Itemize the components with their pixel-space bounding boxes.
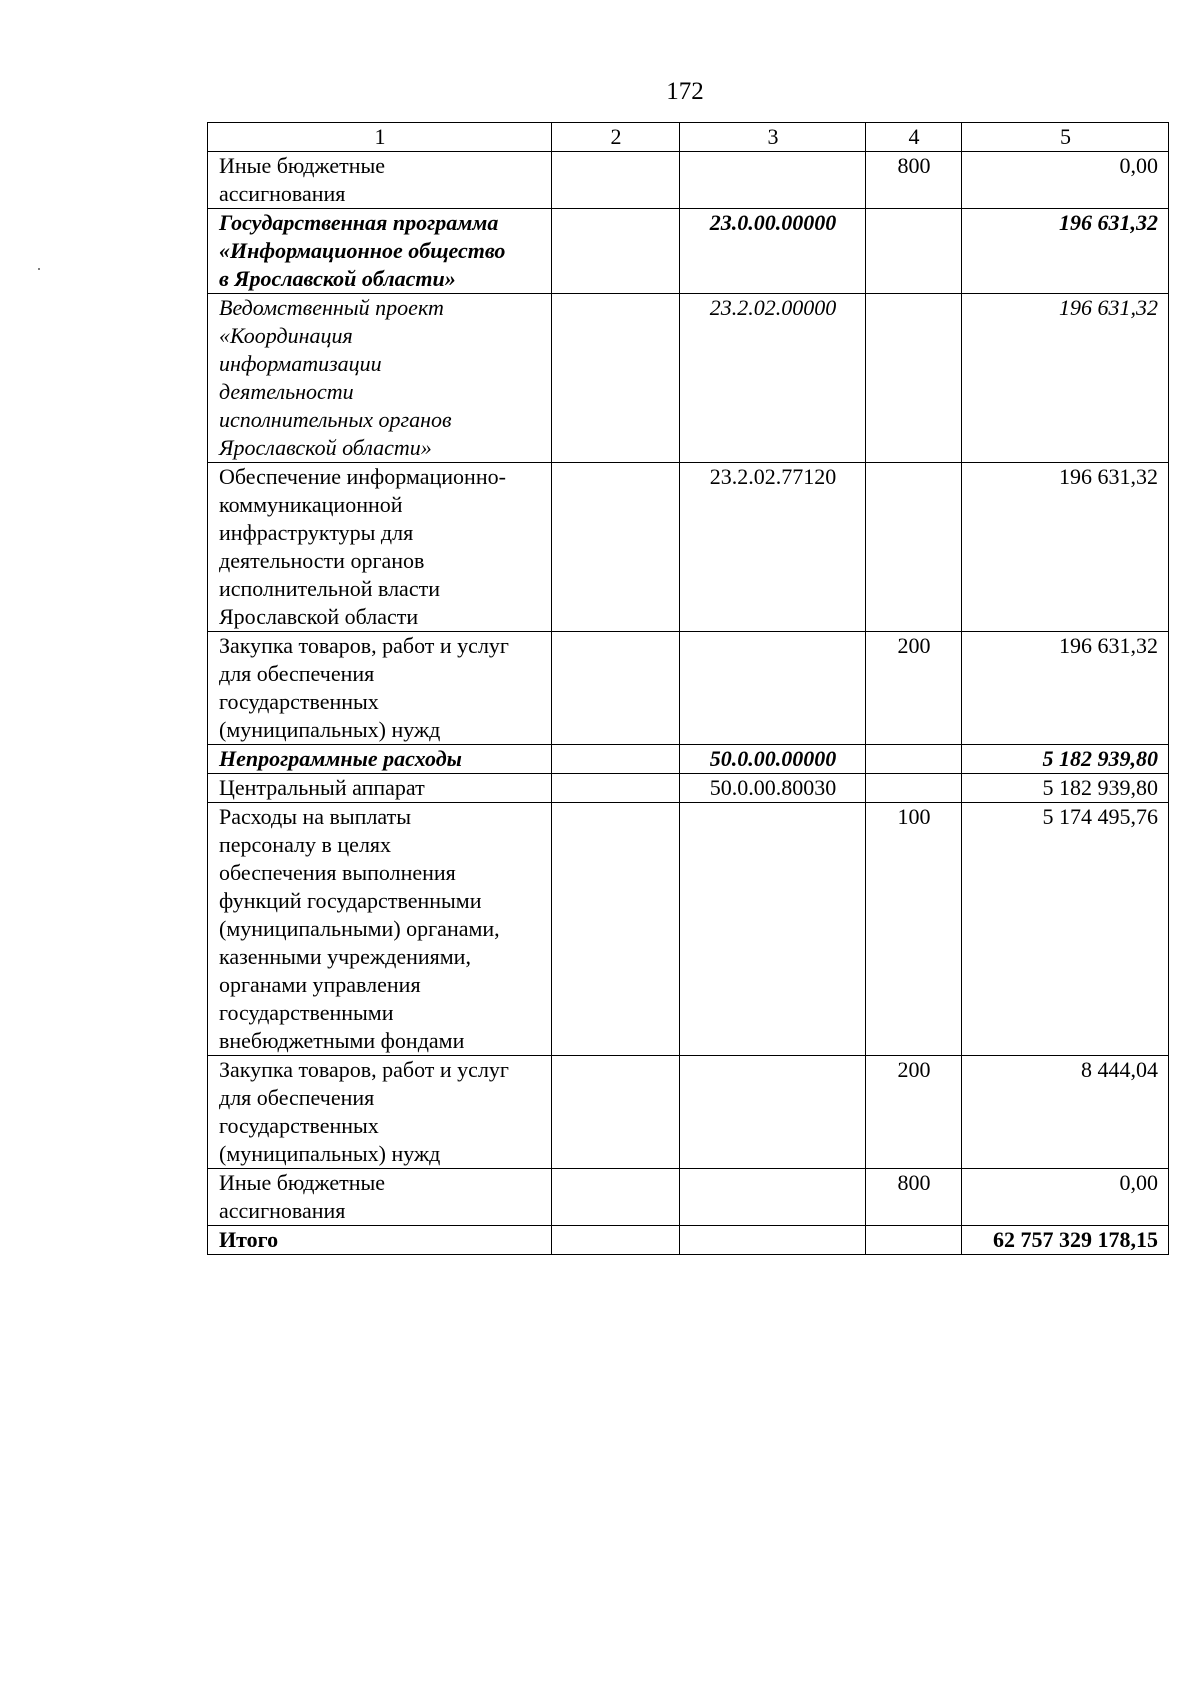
row-name-cell: Обеспечение информационно- коммуникационной инфраструктуры для деятельности органов исполнительной власти Ярославской области [208,463,552,632]
table-row [208,209,1169,294]
row-amount-cell: 5 182 939,80 [962,745,1169,774]
column-header: 4 [866,123,962,152]
row-code-cell: 23.2.02.00000 [680,294,866,463]
row-type-cell: 200 [866,632,962,745]
column-header: 3 [680,123,866,152]
row-column2-cell [552,1056,680,1169]
row-amount-cell: 62 757 329 178,15 [962,1226,1169,1255]
row-type-cell [866,209,962,294]
column-header: 5 [962,123,1169,152]
row-amount-cell: 196 631,32 [962,632,1169,745]
row-type-cell [866,463,962,632]
column-header: 1 [208,123,552,152]
row-type-cell: 800 [866,152,962,209]
row-column2-cell [552,209,680,294]
row-amount-cell: 5 174 495,76 [962,803,1169,1056]
row-name-cell: Центральный аппарат [208,774,552,803]
row-column2-cell [552,294,680,463]
row-code-cell [680,1169,866,1226]
row-column2-cell [552,1169,680,1226]
row-code-cell: 50.0.00.80030 [680,774,866,803]
table-row [208,294,1169,463]
row-name-cell: Иные бюджетные ассигнования [208,1169,552,1226]
row-name-cell: Закупка товаров, работ и услуг для обеспечения государственных (муниципальных) нужд [208,632,552,745]
table-row [208,1169,1169,1226]
row-type-cell [866,745,962,774]
row-name-cell: Иные бюджетные ассигнования [208,152,552,209]
scan-speck [38,268,40,270]
row-code-cell [680,632,866,745]
page-number: 172 [666,78,704,105]
row-amount-cell: 0,00 [962,1169,1169,1226]
column-header: 2 [552,123,680,152]
row-column2-cell [552,774,680,803]
row-column2-cell [552,745,680,774]
row-name-cell: Итого [208,1226,552,1255]
row-code-cell [680,1056,866,1169]
row-column2-cell [552,632,680,745]
table-row [208,1056,1169,1169]
row-name-cell: Расходы на выплаты персоналу в целях обеспечения выполнения функций государственными (муниципальными) органами, казенными учреждениями, органами управления государственными внебюджетными фондами [208,803,552,1056]
budget-table [207,122,1169,1255]
row-type-cell: 200 [866,1056,962,1169]
row-name-cell: Ведомственный проект «Координация информатизации деятельности исполнительных органов Ярославской области» [208,294,552,463]
row-code-cell: 50.0.00.00000 [680,745,866,774]
row-column2-cell [552,463,680,632]
row-amount-cell: 196 631,32 [962,463,1169,632]
row-name-cell: Непрограммные расходы [208,745,552,774]
row-amount-cell: 8 444,04 [962,1056,1169,1169]
row-type-cell: 100 [866,803,962,1056]
table-row [208,463,1169,632]
row-amount-cell: 5 182 939,80 [962,774,1169,803]
table-row [208,745,1169,774]
row-amount-cell: 0,00 [962,152,1169,209]
row-column2-cell [552,1226,680,1255]
row-amount-cell: 196 631,32 [962,209,1169,294]
row-type-cell [866,1226,962,1255]
row-type-cell: 800 [866,1169,962,1226]
row-code-cell: 23.2.02.77120 [680,463,866,632]
table-row [208,774,1169,803]
row-code-cell [680,152,866,209]
row-column2-cell [552,152,680,209]
row-code-cell: 23.0.00.00000 [680,209,866,294]
table-row [208,152,1169,209]
table-row [208,632,1169,745]
row-column2-cell [552,803,680,1056]
row-type-cell [866,294,962,463]
row-code-cell [680,803,866,1056]
row-name-cell: Закупка товаров, работ и услуг для обеспечения государственных (муниципальных) нужд [208,1056,552,1169]
total-row [208,1226,1169,1255]
table-row [208,803,1169,1056]
table-header-row [208,123,1169,152]
row-name-cell: Государственная программа «Информационное общество в Ярославской области» [208,209,552,294]
row-code-cell [680,1226,866,1255]
row-type-cell [866,774,962,803]
row-amount-cell: 196 631,32 [962,294,1169,463]
